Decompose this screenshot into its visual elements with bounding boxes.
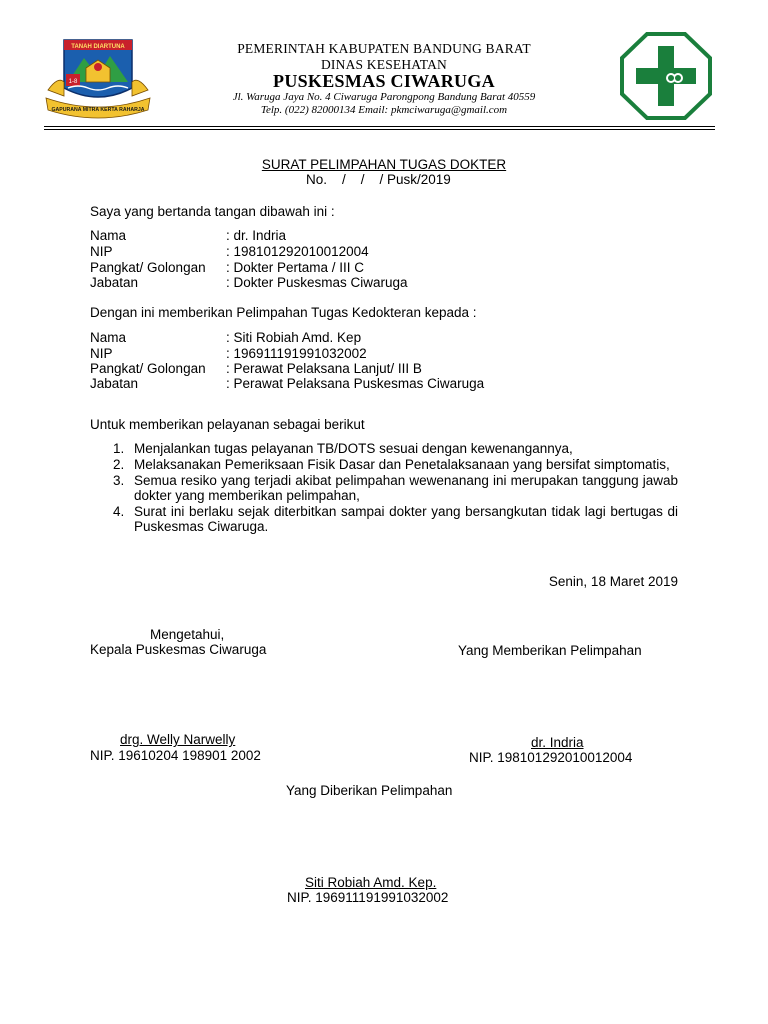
regency-logo xyxy=(44,36,152,122)
kop-department: DINAS KESEHATAN xyxy=(320,57,448,72)
field-value: : 196911191991032002 xyxy=(226,346,367,361)
intro-text: Saya yang bertanda tangan dibawah ini : xyxy=(90,204,335,219)
field-value: : dr. Indria xyxy=(226,228,287,243)
letter-title: SURAT PELIMPAHAN TUGAS DOKTER xyxy=(261,157,507,172)
kop-institution: PUSKESMAS CIWARUGA xyxy=(273,71,495,91)
logo-top-text: TANAH DIARTUNA xyxy=(71,44,125,50)
list-number: 4. xyxy=(113,504,125,519)
field-label: Nama xyxy=(90,330,127,345)
list-number: 2. xyxy=(113,457,125,472)
acknowledged-label: Mengetahui, xyxy=(150,627,225,642)
letter-date: Senin, 18 Maret 2019 xyxy=(548,574,678,589)
header-divider-thin xyxy=(44,129,715,130)
field-value: : Siti Robiah Amd. Kep xyxy=(226,330,362,345)
head-signature-nip: NIP. 19610204 198901 2002 xyxy=(90,748,261,763)
list-number: 3. xyxy=(113,473,125,488)
kop-contact: Telp. (022) 82000134 Email: pkmciwaruga@gmail.com xyxy=(260,104,508,116)
list-item xyxy=(113,441,678,456)
field-label: Pangkat/ Golongan xyxy=(90,361,206,376)
receiver-sign-title: Yang Diberikan Pelimpahan xyxy=(286,783,453,798)
list-text: Melaksanakan Pemeriksaan Fisik Dasar dan Penetalaksanaan yang bersifat simptomatis, xyxy=(134,457,670,472)
logo-mark-text: 1-8 xyxy=(68,79,78,85)
giver-sign-title: Yang Memberikan Pelimpahan xyxy=(458,643,642,658)
list-text: Surat ini berlaku sejak diterbitkan sampai dokter yang bersangkutan tidak lagi bertugas di Puskesmas Ciwaruga. xyxy=(134,504,678,534)
services-intro: Untuk memberikan pelayanan sebagai berikut xyxy=(90,417,365,432)
list-number: 1. xyxy=(113,441,125,456)
list-text: Menjalankan tugas pelayanan TB/DOTS sesuai dengan kewenangannya, xyxy=(134,441,573,456)
list-item xyxy=(113,504,678,534)
receiver-signature-name: Siti Robiah Amd. Kep. xyxy=(305,875,437,890)
field-value: : Dokter Pertama / III C xyxy=(226,260,365,275)
list-item xyxy=(113,457,678,472)
giver-signature-nip: NIP. 198101292010012004 xyxy=(469,750,633,765)
list-item xyxy=(113,473,678,503)
field-label: Jabatan xyxy=(90,376,139,391)
field-label: Pangkat/ Golongan xyxy=(90,260,206,275)
logo-bottom-text: GAPURANA MITRA KERTA RAHARJA xyxy=(51,107,145,113)
kop-government: PEMERINTAH KABUPATEN BANDUNG BARAT xyxy=(237,41,531,56)
field-label: NIP xyxy=(90,244,113,259)
services-list xyxy=(113,441,678,535)
kop-address: Jl. Waruga Jaya No. 4 Ciwaruga Parongpong Bandung Barat 40559 xyxy=(232,91,536,103)
giver-signature-name: dr. Indria xyxy=(531,735,584,750)
delegation-intro: Dengan ini memberikan Pelimpahan Tugas Kedokteran kepada : xyxy=(90,305,477,320)
field-value: : Dokter Puskesmas Ciwaruga xyxy=(226,275,408,290)
puskesmas-logo xyxy=(620,32,712,120)
letter-number: No. / / / Pusk/2019 xyxy=(306,172,451,187)
field-label: Jabatan xyxy=(90,275,139,290)
field-value: : 198101292010012004 xyxy=(226,244,369,259)
field-label: Nama xyxy=(90,228,127,243)
list-text: Semua resiko yang terjadi akibat pelimpahan wewenanang ini merupakan tanggung jawab dokter yang memberikan pelimpahan, xyxy=(134,473,678,503)
field-label: NIP xyxy=(90,346,113,361)
header-divider xyxy=(44,126,715,127)
receiver-signature-nip: NIP. 196911191991032002 xyxy=(287,890,449,905)
field-value: : Perawat Pelaksana Lanjut/ III B xyxy=(226,361,422,376)
head-signature-name: drg. Welly Narwelly xyxy=(120,732,236,747)
field-value: : Perawat Pelaksana Puskesmas Ciwaruga xyxy=(226,376,485,391)
head-title: Kepala Puskesmas Ciwaruga xyxy=(90,642,267,657)
